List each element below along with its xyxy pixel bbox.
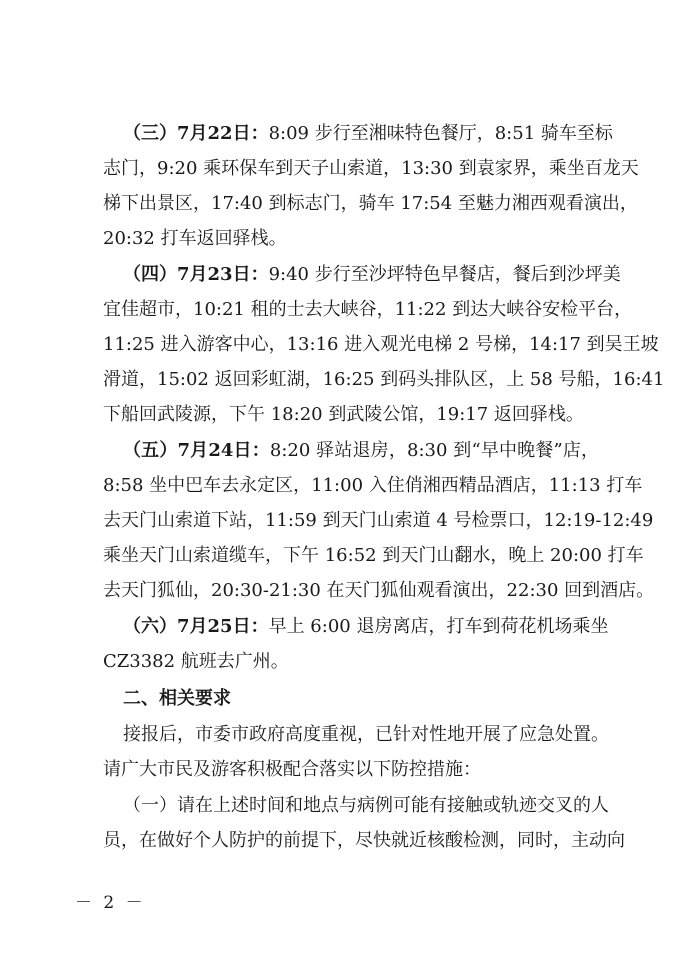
- body-p1-line-2: 请广大市民及游客积极配合落实以下防控措施：: [103, 759, 481, 780]
- paragraph-6-label: （六）7月25日：: [123, 616, 269, 637]
- paragraph-4-line-4: 滑道，15:02 返回彩虹湖，16:25 到码头排队区，上 58 号船，16:41: [103, 369, 665, 390]
- paragraph-4-line-1: （四）7月23日：9:40 步行至沙坪特色早餐店，餐后到沙坪美: [123, 264, 621, 285]
- body-p2-line-2: 员，在做好个人防护的前提下，尽快就近核酸检测，同时，主动向: [103, 830, 625, 851]
- paragraph-4-line-5: 下船回武陵源，下午 18:20 到武陵公馆，19:17 返回驿栈。: [103, 404, 584, 425]
- paragraph-5-label: （五）7月24日：: [123, 440, 270, 461]
- paragraph-6-line-2: CZ3382 航班去广州。: [103, 651, 289, 672]
- paragraph-3-line-4: 20:32 打车返回驿栈。: [103, 228, 287, 249]
- paragraph-3-line-1: （三）7月22日：8:09 步行至湘味特色餐厅，8:51 骑车至标: [123, 123, 613, 144]
- paragraph-4-line-2: 宜佳超市，10:21 租的士去大峡谷，11:22 到达大峡谷安检平台，: [103, 299, 633, 320]
- body-p2-line-1: （一）请在上述时间和地点与病例可能有接触或轨迹交叉的人: [123, 795, 609, 816]
- paragraph-5-line-3: 去天门山索道下站，11:59 到天门山索道 4 号检票口，12:19-12:49: [103, 510, 654, 531]
- paragraph-3-label: （三）7月22日：: [123, 123, 269, 144]
- paragraph-5-line-1: （五）7月24日：8:20 驿站退房，8:30 到“早中晚餐”店，: [123, 440, 599, 461]
- paragraph-6-line-1: （六）7月25日：早上 6:00 退房离店，打车到荷花机场乘坐: [123, 616, 609, 637]
- paragraph-4-line-3: 11:25 进入游客中心，13:16 进入观光电梯 2 号梯，14:17 到吴王坡: [103, 334, 659, 355]
- paragraph-5-line-2: 8:58 坐中巴车去永定区，11:00 入住俏湘西精品酒店，11:13 打车: [103, 475, 643, 496]
- paragraph-3-line-3: 梯下出景区，17:40 到标志门，骑车 17:54 至魅力湘西观看演出，: [103, 193, 638, 214]
- section-heading: 二、相关要求: [123, 688, 231, 709]
- paragraph-5-line-4: 乘坐天门山索道缆车，下午 16:52 到天门山翻水，晚上 20:00 打车: [103, 545, 644, 566]
- paragraph-5-line-5: 去天门狐仙，20:30-21:30 在天门狐仙观看演出，22:30 回到酒店。: [103, 580, 655, 601]
- page-number: － 2 －: [75, 893, 146, 913]
- body-p1-line-1: 接报后，市委市政府高度重视，已针对性地开展了应急处置。: [123, 724, 609, 745]
- paragraph-3-line-2: 志门，9:20 乘环保车到天子山索道，13:30 到袁家界，乘坐百龙天: [103, 158, 639, 179]
- paragraph-4-label: （四）7月23日：: [123, 264, 269, 285]
